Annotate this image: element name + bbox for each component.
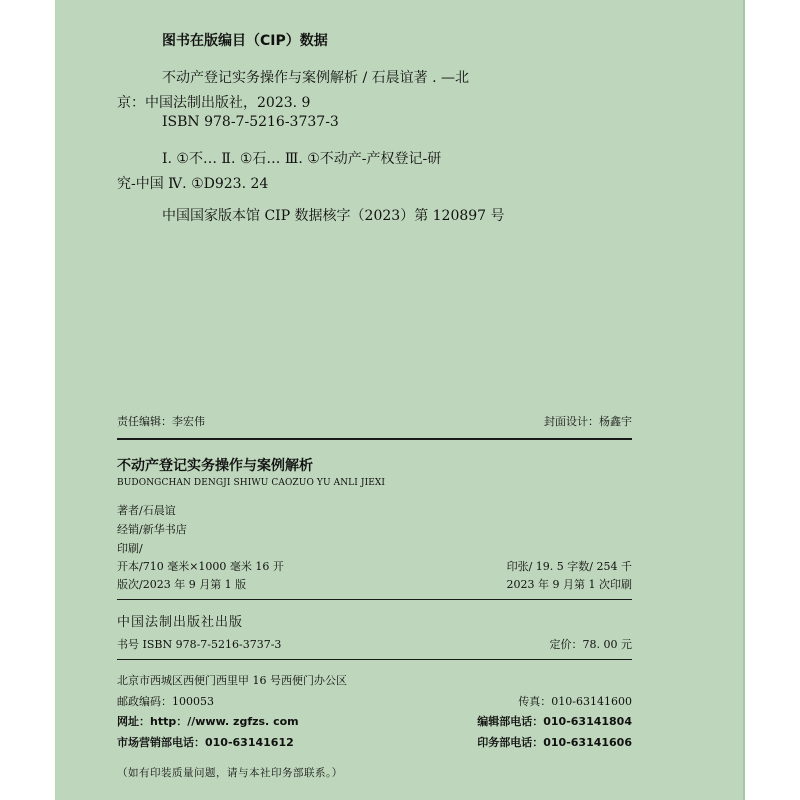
editorial-phone: 编辑部电话：010-63141804 [477, 715, 632, 728]
copyright-page [55, 0, 743, 800]
publisher-name: 中国法制出版社出版 [117, 615, 244, 630]
cip-check-number: 中国国家版本馆 CIP 数据核字（2023）第 120897 号 [162, 208, 505, 224]
printer-line: 印刷/ [117, 542, 143, 555]
divider-top [117, 438, 632, 440]
divider-middle [117, 599, 632, 600]
fax-line: 传真：010-63141600 [518, 695, 632, 708]
book-title: 不动产登记实务操作与案例解析 [117, 458, 313, 474]
cover-design-credit: 封面设计：杨鑫宇 [544, 415, 632, 428]
cip-classification-line: Ⅰ. ①不… Ⅱ. ①石… Ⅲ. ①不动产-产权登记-研 [162, 151, 442, 167]
printing-phone: 印务部电话：010-63141606 [477, 736, 632, 749]
cip-heading: 图书在版编目（CIP）数据 [162, 33, 328, 49]
edition-line: 版次/2023 年 9 月第 1 版 [117, 578, 247, 591]
sheets-line: 印张/ 19. 5 字数/ 254 千 [506, 560, 632, 573]
cip-title-line: 不动产登记实务操作与案例解析 / 石晨谊著 . —北 [162, 70, 469, 86]
cip-isbn-line: ISBN 978-7-5216-3737-3 [162, 114, 339, 130]
marketing-phone: 市场营销部电话：010-63141612 [117, 736, 294, 749]
distributor-line: 经销/新华书店 [117, 523, 187, 536]
printing-line: 2023 年 9 月第 1 次印刷 [506, 578, 632, 591]
website-line: 网址：http：//www. zgfzs. com [117, 715, 299, 728]
price: 定价：78. 00 元 [549, 638, 632, 651]
editor-credit: 责任编辑：李宏伟 [117, 415, 205, 428]
book-title-pinyin: BUDONGCHAN DENGJI SHIWU CAOZUO YU ANLI JIEXI [117, 478, 386, 488]
cip-publication-line: 京：中国法制出版社，2023. 9 [117, 95, 311, 111]
postcode-line: 邮政编码：100053 [117, 695, 214, 708]
author-line: 著者/石晨谊 [117, 504, 176, 517]
address-line: 北京市西城区西便门西里甲 16 号西便门办公区 [117, 674, 347, 687]
divider-bottom [117, 659, 632, 660]
format-line: 开本/710 毫米×1000 毫米 16 开 [117, 560, 284, 573]
quality-note: （如有印装质量问题，请与本社印务部联系。） [117, 767, 343, 779]
cip-classification-cont: 究-中国 Ⅳ. ①D923. 24 [117, 176, 269, 192]
book-number: 书号 ISBN 978-7-5216-3737-3 [117, 638, 282, 651]
